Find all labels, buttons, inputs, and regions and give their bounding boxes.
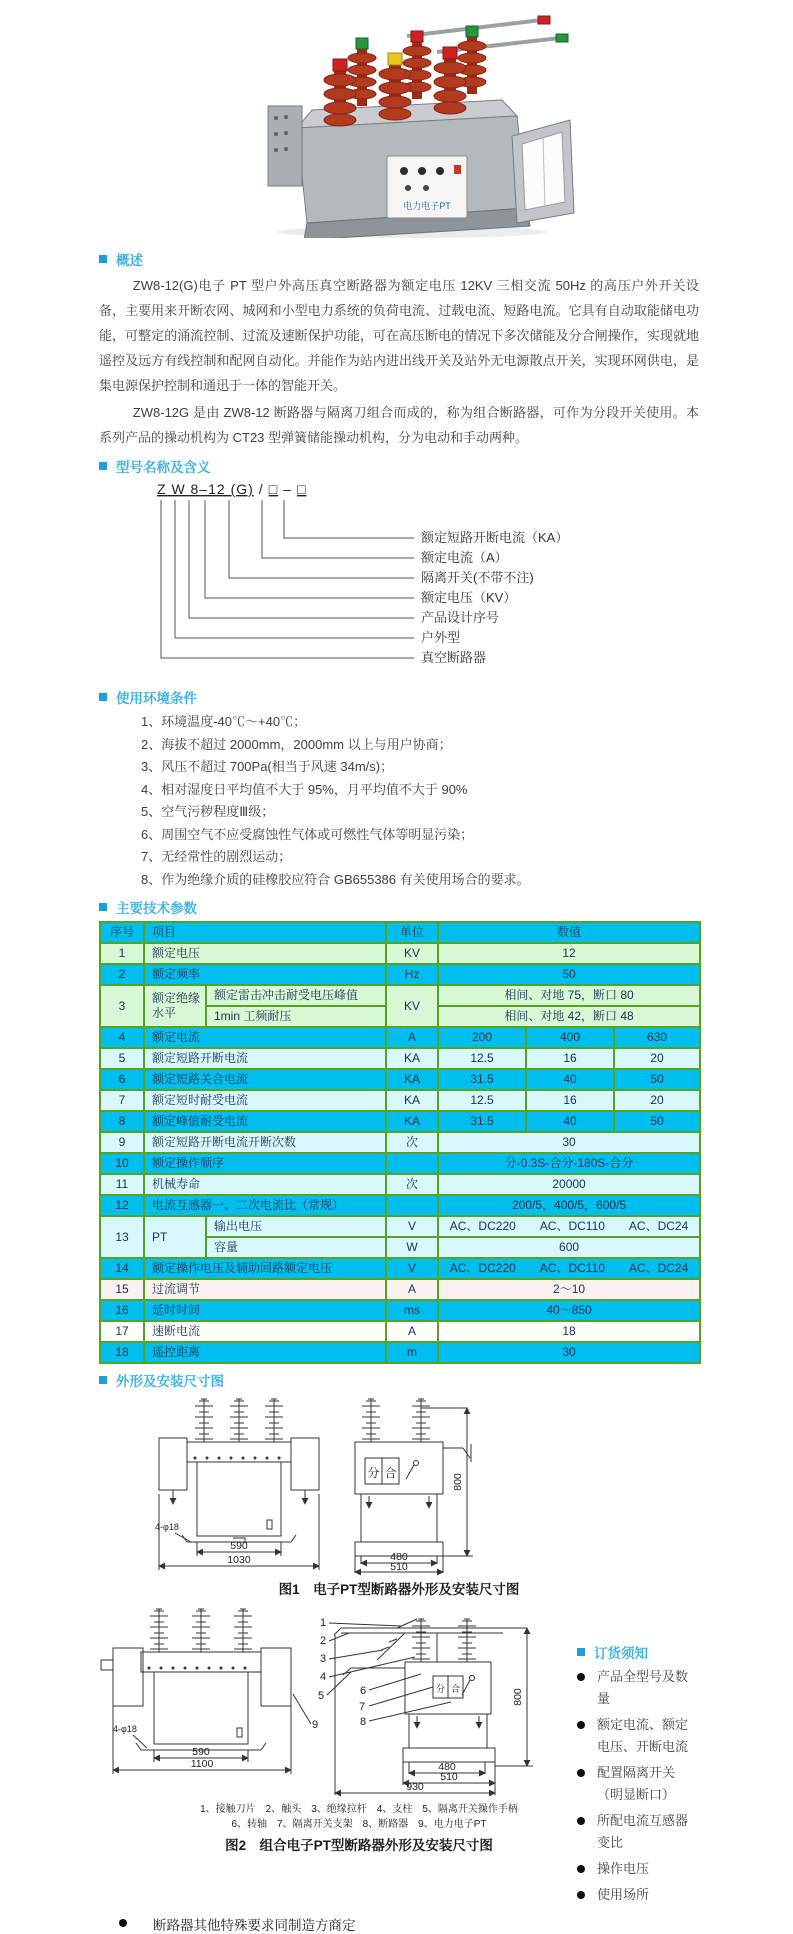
cell-unit: KA xyxy=(386,1069,438,1090)
section-bullet-icon xyxy=(99,1376,107,1384)
cell-unit: 次 xyxy=(386,1174,438,1195)
cell-value: 20000 xyxy=(438,1174,700,1195)
cell-value: 40 xyxy=(526,1069,614,1090)
bullet-dot-icon xyxy=(577,1769,585,1777)
cell-unit: A xyxy=(386,1279,438,1300)
cell-value: 30 xyxy=(438,1342,700,1363)
cell-subitem: 1min 工频耐压 xyxy=(206,1006,386,1027)
cell-no: 2 xyxy=(100,964,144,985)
ordering-item: 额定电流、额定电压、开断电流 xyxy=(577,1714,699,1758)
table-row xyxy=(100,1069,700,1090)
fig1-side-view xyxy=(355,1399,473,1573)
cell-item: 额定电压 xyxy=(144,943,386,964)
cell-unit: KA xyxy=(386,1090,438,1111)
table-row xyxy=(100,1027,700,1048)
control-panel xyxy=(387,156,467,218)
cell-no: 16 xyxy=(100,1300,144,1321)
cell-value: 200 xyxy=(438,1027,526,1048)
callout-8: 8 xyxy=(359,1716,367,1728)
fig2-dim-480: 480 xyxy=(438,1761,456,1773)
fig2-switch-close-label: 合 xyxy=(450,1684,461,1694)
cell-value: 18 xyxy=(438,1321,700,1342)
cell-value: 30 xyxy=(438,1132,700,1153)
cell-value: AC、DC220 AC、DC110 AC、DC24 xyxy=(438,1216,700,1237)
cell-value: 630 xyxy=(614,1027,700,1048)
cell-value: 31.5 xyxy=(438,1111,526,1132)
cell-value: 50 xyxy=(614,1069,700,1090)
callout-2: 2 xyxy=(319,1635,327,1647)
table-row xyxy=(100,1258,700,1279)
environment-item: 7、无经常性的剧烈运动； xyxy=(141,849,292,864)
callout-7: 7 xyxy=(358,1701,366,1713)
table-row xyxy=(100,1132,700,1153)
environment-title: 使用环境条件 xyxy=(116,691,197,706)
cell-value: 12.5 xyxy=(438,1048,526,1069)
figure1-caption: 图1 电子PT型断路器外形及安装尺寸图 xyxy=(278,1582,520,1597)
header-item: 项目 xyxy=(144,922,386,943)
fig1-holes-label: 4-φ18 xyxy=(155,1522,179,1532)
open-door xyxy=(512,120,574,223)
cell-no: 5 xyxy=(100,1048,144,1069)
ordering-item: 产品全型号及数量 xyxy=(577,1666,699,1710)
fig1-switch-close-label: 合 xyxy=(384,1466,397,1480)
cell-value: 50 xyxy=(438,964,700,985)
environment-item: 2、海拔不超过 2000mm，2000mm 以上与用户协商； xyxy=(141,736,452,752)
environment-item: 6、周围空气不应受腐蚀性气体或可燃性气体等明显污染； xyxy=(141,826,474,842)
figure2-legend-line2: 6、转轴 7、隔离开关支架 8、断路器 9、电力电子PT xyxy=(231,1819,487,1830)
model-designation-diagram xyxy=(99,480,699,676)
model-label-breaking-current: 额定短路开断电流（KA） xyxy=(421,530,569,545)
cell-no: 14 xyxy=(100,1258,144,1279)
cell-item: 速断电流 xyxy=(144,1321,386,1342)
cell-no: 18 xyxy=(100,1342,144,1363)
ordering-heading xyxy=(577,1642,699,1662)
cell-item: 遥控距离 xyxy=(144,1342,386,1363)
cell-unit: m xyxy=(386,1342,438,1363)
environment-item: 8、作为绝缘介质的硅橡胶应符合 GB655386 有关使用场合的要求。 xyxy=(141,871,530,887)
cell-value: 40 xyxy=(526,1111,614,1132)
callout-5: 5 xyxy=(317,1690,325,1702)
cell-item: 过流调节 xyxy=(144,1279,386,1300)
callout-9: 9 xyxy=(311,1719,319,1731)
section-dimension-drawings xyxy=(99,1370,699,1934)
cell-unit: KA xyxy=(386,1048,438,1069)
bullet-dot-icon xyxy=(577,1817,585,1825)
cell-unit: KA xyxy=(386,1111,438,1132)
table-row xyxy=(100,1279,700,1300)
parameters-heading xyxy=(99,897,699,917)
cell-no: 13 xyxy=(100,1216,144,1258)
bullet-dot-icon xyxy=(577,1891,585,1899)
overview-heading xyxy=(99,249,699,269)
cell-item: 额定峰值耐受电流 xyxy=(144,1111,386,1132)
section-bullet-icon xyxy=(99,693,107,701)
bullet-dot-icon xyxy=(119,1919,127,1927)
environment-item: 5、空气污秽程度Ⅲ级； xyxy=(141,804,275,819)
figure2-legend-line1: 1、接触刀片 2、触头 3、绝缘拉杆 4、支柱 5、隔离开关操作手柄 xyxy=(200,1804,518,1815)
fig1-dim-590: 590 xyxy=(230,1540,248,1552)
model-label-rated-current: 额定电流（A） xyxy=(421,550,508,565)
cell-unit: W xyxy=(386,1237,438,1258)
bottom-row xyxy=(99,1602,699,1910)
fig1-dim-1030: 1030 xyxy=(227,1554,251,1566)
cell-no: 6 xyxy=(100,1069,144,1090)
insulator-bushings xyxy=(324,26,486,126)
section-bullet-icon xyxy=(577,1648,585,1656)
cell-unit: V xyxy=(386,1258,438,1279)
header-unit: 单位 xyxy=(386,922,438,943)
model-heading xyxy=(99,456,699,476)
cell-item: 额定绝缘水平 xyxy=(144,985,206,1027)
section-parameters xyxy=(99,897,699,1364)
ordering-item: 所配电流互感器变比 xyxy=(577,1810,699,1854)
fig1-switch-open-label: 分 xyxy=(367,1466,380,1480)
cell-item: 额定短时耐受电流 xyxy=(144,1090,386,1111)
table-row xyxy=(100,1174,700,1195)
bullet-dot-icon xyxy=(577,1673,585,1681)
cell-no: 10 xyxy=(100,1153,144,1174)
table-row xyxy=(100,1195,700,1216)
environment-list xyxy=(141,711,699,891)
table-row xyxy=(100,964,700,985)
ordering-item: 使用场所 xyxy=(577,1884,699,1906)
model-label-outdoor: 户外型 xyxy=(421,630,461,645)
cell-item: 延时时间 xyxy=(144,1300,386,1321)
cell-value: 20 xyxy=(614,1090,700,1111)
cell-item: 额定电流 xyxy=(144,1027,386,1048)
cell-unit: V xyxy=(386,1216,438,1237)
overview-paragraph-2: ZW8-12G 是由 ZW8-12 断路器与隔离刀组合而成的，称为组合断路器，可作为分段开关使用。本系列产品的操动机构为 CT23 型弹簧储能操动机构，分为电动和手动两种。 xyxy=(99,405,699,445)
model-label-design-serial: 产品设计序号 xyxy=(421,610,500,625)
cell-value: 相间、对地 75，断口 80 xyxy=(438,985,700,1006)
section-bullet-icon xyxy=(99,255,107,263)
cell-unit: A xyxy=(386,1321,438,1342)
fig2-dim-590: 590 xyxy=(192,1746,210,1758)
table-row xyxy=(100,1300,700,1321)
panel-label: 电力电子PT xyxy=(402,201,451,211)
cell-item: 机械寿命 xyxy=(144,1174,386,1195)
cell-unit: 次 xyxy=(386,1132,438,1153)
fig1-dim-480: 480 xyxy=(390,1551,408,1563)
fig2-front-view xyxy=(101,1609,291,1774)
cell-value: 200/5，400/5，600/5 xyxy=(438,1195,700,1216)
header-no: 序号 xyxy=(100,922,144,943)
product-photo-illustration xyxy=(212,8,582,238)
cell-value: 50 xyxy=(614,1111,700,1132)
cell-value: 40～850 xyxy=(438,1300,700,1321)
cell-unit: KV xyxy=(386,985,438,1027)
cell-unit: ms xyxy=(386,1300,438,1321)
cell-unit: Hz xyxy=(386,964,438,985)
environment-heading xyxy=(99,687,699,707)
cell-value: 分-0.3S-合分-180S-合分 xyxy=(438,1153,700,1174)
table-row xyxy=(100,1342,700,1363)
cell-no: 7 xyxy=(100,1090,144,1111)
cell-item: 额定操作顺序 xyxy=(144,1153,386,1174)
figure1-drawing xyxy=(99,1394,699,1576)
footer-note: 断路器其他特殊要求同制造方商定 xyxy=(119,1914,699,1934)
table-row xyxy=(100,1090,700,1111)
cell-value: 2～10 xyxy=(438,1279,700,1300)
environment-item: 3、风压不超过 700Pa(相当于风速 34m/s)； xyxy=(141,759,394,774)
fig2-dim-1100: 1100 xyxy=(190,1758,214,1770)
model-label-rated-voltage: 额定电压（KV） xyxy=(421,590,517,605)
parameters-table xyxy=(99,921,701,1364)
cell-item: 额定频率 xyxy=(144,964,386,985)
cell-no: 17 xyxy=(100,1321,144,1342)
parameters-title: 主要技术参数 xyxy=(116,901,197,916)
bullet-dot-icon xyxy=(577,1721,585,1729)
cell-value: 400 xyxy=(526,1027,614,1048)
cell-value: 相间、对地 42，断口 48 xyxy=(438,1006,700,1027)
product-photo xyxy=(212,8,582,243)
figures-heading xyxy=(99,1370,699,1390)
table-header-row xyxy=(100,922,700,943)
cell-no: 11 xyxy=(100,1174,144,1195)
model-label-disconnector: 隔离开关(不带不注) xyxy=(421,570,534,585)
callout-1: 1 xyxy=(319,1617,327,1629)
cell-value: 16 xyxy=(526,1090,614,1111)
product-document-page xyxy=(0,8,793,1934)
table-row xyxy=(100,1153,700,1174)
cell-value: 31.5 xyxy=(438,1069,526,1090)
cell-unit xyxy=(386,1153,438,1174)
cell-item: 额定短路开断电流 xyxy=(144,1048,386,1069)
table-row xyxy=(100,1111,700,1132)
header-value: 数值 xyxy=(438,922,700,943)
cell-no: 4 xyxy=(100,1027,144,1048)
ordering-title: 订货须知 xyxy=(594,1646,648,1661)
table-row xyxy=(100,985,700,1006)
section-overview xyxy=(99,249,699,450)
section-bullet-icon xyxy=(99,903,107,911)
figure2-drawing xyxy=(99,1602,569,1802)
figures-title: 外形及安装尺寸图 xyxy=(116,1374,224,1389)
ordering-item: 操作电压 xyxy=(577,1858,699,1880)
cell-item: 额定短路开断电流开断次数 xyxy=(144,1132,386,1153)
cell-item: 额定短路关合电流 xyxy=(144,1069,386,1090)
fig2-holes-label: 4-φ18 xyxy=(113,1724,137,1734)
fig2-dim-510: 510 xyxy=(440,1771,458,1783)
table-row xyxy=(100,1048,700,1069)
table-row xyxy=(100,943,700,964)
ordering-item: 配置隔离开关（明显断口） xyxy=(577,1762,699,1806)
cell-value: 12 xyxy=(438,943,700,964)
model-title: 型号名称及含义 xyxy=(116,460,211,475)
table-row xyxy=(100,1216,700,1237)
cell-item: PT xyxy=(144,1216,206,1258)
overview-paragraph-1: ZW8-12(G)电子 PT 型户外高压真空断路器为额定电压 12KV 三相交流 50Hz 的高压户外开关设备，主要用来开断农网、城网和小型电力系统的负荷电流、过载电流、短路电流。它具有自动取能储电功能，可整定的涌流控制、过流及速断保护功能，可在高压断电的情况下多次储能及分合闸操作，实现就地遥控及远方有线控制和配网自动化。并能作为站内进出线开关及站外无电源散点开关，实现环网供电，是集电源保护控制和通迅于一体的智能开关。 xyxy=(99,278,699,393)
cell-subitem: 输出电压 xyxy=(206,1216,386,1237)
section-environment xyxy=(99,687,699,891)
table-row xyxy=(100,1321,700,1342)
cell-unit: KV xyxy=(386,943,438,964)
fig2-switch-open-label: 分 xyxy=(435,1684,446,1694)
cell-value: 20 xyxy=(614,1048,700,1069)
section-model-designation xyxy=(99,456,699,681)
cell-subitem: 额定雷击冲击耐受电压峰值 xyxy=(206,985,386,1006)
overview-title: 概述 xyxy=(116,253,143,268)
model-label-vacuum-breaker: 真空断路器 xyxy=(421,650,487,665)
fig2-dim-800: 800 xyxy=(512,1688,524,1706)
cell-no: 9 xyxy=(100,1132,144,1153)
cell-item: 电流互感器一、二次电流比（常规） xyxy=(144,1195,386,1216)
cell-no: 1 xyxy=(100,943,144,964)
cell-no: 3 xyxy=(100,985,144,1027)
cell-value: AC、DC220 AC、DC110 AC、DC24 xyxy=(438,1258,700,1279)
model-connector-lines xyxy=(161,500,414,658)
bullet-dot-icon xyxy=(577,1865,585,1873)
callout-3: 3 xyxy=(319,1653,327,1665)
fig2-dim-930: 930 xyxy=(406,1781,424,1793)
cell-no: 12 xyxy=(100,1195,144,1216)
callout-6: 6 xyxy=(359,1685,367,1697)
cell-value: 600 xyxy=(438,1237,700,1258)
fig1-dim-800: 800 xyxy=(452,1473,464,1491)
section-ordering xyxy=(577,1636,699,1910)
arm-tip-green xyxy=(556,34,568,42)
cell-unit: A xyxy=(386,1027,438,1048)
cell-no: 15 xyxy=(100,1279,144,1300)
environment-item: 4、相对湿度日平均值不大于 95%，月平均值不大于 90% xyxy=(141,781,468,797)
arm-tip-red xyxy=(538,16,550,24)
section-bullet-icon xyxy=(99,462,107,470)
fig1-front-view xyxy=(155,1399,319,1570)
cell-no: 8 xyxy=(100,1111,144,1132)
figure2-caption: 图2 组合电子PT型断路器外形及安装尺寸图 xyxy=(225,1838,493,1853)
environment-item: 1、环境温度-40℃～+40℃； xyxy=(141,714,307,729)
cell-value: 16 xyxy=(526,1048,614,1069)
callout-4: 4 xyxy=(319,1671,327,1683)
model-code: Z W 8–12 (G) / □ – □ xyxy=(157,481,307,497)
cell-item: 额定操作电压及辅助回路额定电压 xyxy=(144,1258,386,1279)
cell-value: 12.5 xyxy=(438,1090,526,1111)
fig1-dim-510: 510 xyxy=(390,1561,408,1573)
figure2-block xyxy=(99,1602,569,1858)
cell-subitem: 容量 xyxy=(206,1237,386,1258)
cell-unit xyxy=(386,1195,438,1216)
